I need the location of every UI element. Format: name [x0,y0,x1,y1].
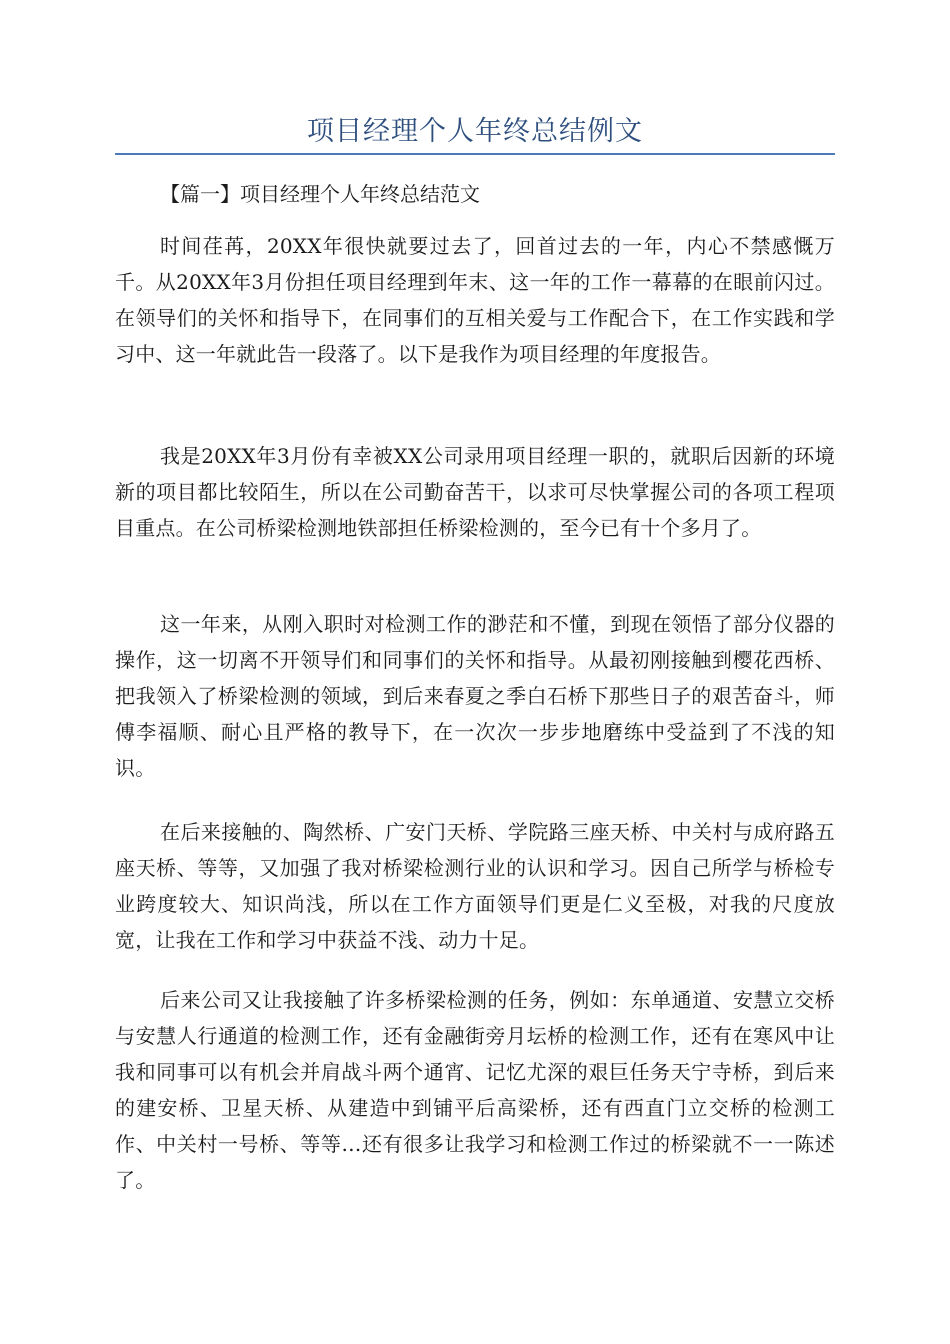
title-underline [115,153,835,155]
section-heading: 【篇一】项目经理个人年终总结范文 [160,182,480,206]
document-title: 项目经理个人年终总结例文 [307,116,643,147]
paragraph: 我是20XX年3月份有幸被XX公司录用项目经理一职的，就职后因新的环境新的项目都比较陌生，所以在公司勤奋苦干，以求可尽快掌握公司的各项工程项目重点。在公司桥梁检测地铁部担任桥梁检测的，至今已有十个多月了。 [115,444,835,540]
paragraph: 在后来接触的、陶然桥、广安门天桥、学院路三座天桥、中关村与成府路五座天桥、等等，又加强了我对桥梁检测行业的认识和学习。因自己所学与桥检专业跨度较大、知识尚浅，所以在工作方面领导们更是仁义至极，对我的尺度放宽，让我在工作和学习中获益不浅、动力十足。 [115,820,835,952]
paragraph: 后来公司又让我接触了许多桥梁检测的任务，例如：东单通道、安慧立交桥与安慧人行通道的检测工作，还有金融街旁月坛桥的检测工作，还有在寒风中让我和同事可以有机会并肩战斗两个通宵、记忆尤深的艰巨任务天宁寺桥，到后来的建安桥、卫星天桥、从建造中到铺平后高梁桥，还有西直门立交桥的检测工作、中关村一号桥、等等…还有很多让我学习和检测工作过的桥梁就不一一陈述了。 [115,988,835,1192]
paragraph: 这一年来，从刚入职时对检测工作的渺茫和不懂，到现在领悟了部分仪器的操作，这一切离不开领导们和同事们的关怀和指导。从最初刚接触到樱花西桥、把我领入了桥梁检测的领域，到后来春夏之季白石桥下那些日子的艰苦奋斗，师傅李福顺、耐心且严格的教导下，在一次次一步步地磨练中受益到了不浅的知识。 [115,612,835,780]
paragraph: 时间荏苒，20XX年很快就要过去了，回首过去的一年，内心不禁感慨万千。从20XX年3月份担任项目经理到年末、这一年的工作一幕幕的在眼前闪过。在领导们的关怀和指导下，在同事们的互相关爱与工作配合下，在工作实践和学习中、这一年就此告一段落了。以下是我作为项目经理的年度报告。 [115,234,835,366]
